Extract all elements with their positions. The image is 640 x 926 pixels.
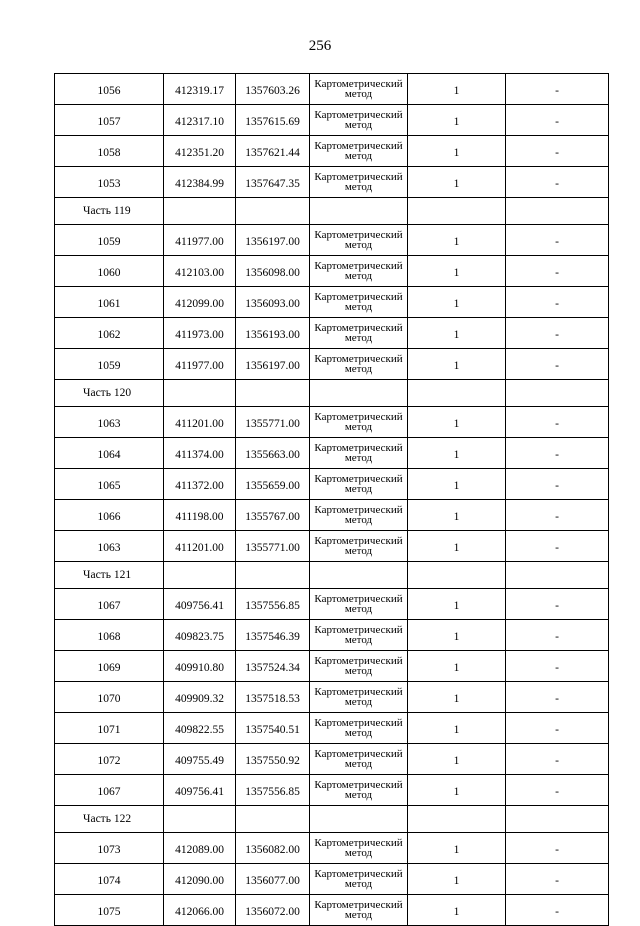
accuracy-cell: 1 xyxy=(408,167,506,198)
empty-cell xyxy=(310,198,408,225)
note-cell: - xyxy=(506,225,609,256)
point-id-cell: 1065 xyxy=(55,469,164,500)
point-id-cell: 1066 xyxy=(55,500,164,531)
empty-cell xyxy=(236,380,310,407)
method-cell: Картометрический метод xyxy=(310,620,408,651)
table-row xyxy=(55,318,609,349)
table-row xyxy=(55,500,609,531)
accuracy-cell: 1 xyxy=(408,105,506,136)
table-row xyxy=(55,833,609,864)
x-coordinate-cell: 409755.49 xyxy=(164,744,236,775)
accuracy-cell: 1 xyxy=(408,833,506,864)
accuracy-cell: 1 xyxy=(408,682,506,713)
part-label: Часть 122 xyxy=(55,806,164,833)
coordinates-table xyxy=(54,73,609,926)
accuracy-cell: 1 xyxy=(408,744,506,775)
note-cell: - xyxy=(506,744,609,775)
x-coordinate-cell: 412351.20 xyxy=(164,136,236,167)
accuracy-cell: 1 xyxy=(408,407,506,438)
method-cell: Картометрический метод xyxy=(310,651,408,682)
accuracy-cell: 1 xyxy=(408,531,506,562)
table-row xyxy=(55,287,609,318)
empty-cell xyxy=(408,198,506,225)
accuracy-cell: 1 xyxy=(408,651,506,682)
part-label: Часть 121 xyxy=(55,562,164,589)
method-cell: Картометрический метод xyxy=(310,589,408,620)
note-cell: - xyxy=(506,864,609,895)
y-coordinate-cell: 1355767.00 xyxy=(236,500,310,531)
y-coordinate-cell: 1357621.44 xyxy=(236,136,310,167)
table-row xyxy=(55,864,609,895)
note-cell: - xyxy=(506,531,609,562)
point-id-cell: 1070 xyxy=(55,682,164,713)
method-cell: Картометрический метод xyxy=(310,349,408,380)
method-cell: Картометрический метод xyxy=(310,287,408,318)
accuracy-cell: 1 xyxy=(408,287,506,318)
x-coordinate-cell: 412066.00 xyxy=(164,895,236,926)
x-coordinate-cell: 412317.10 xyxy=(164,105,236,136)
empty-cell xyxy=(164,198,236,225)
part-header-row xyxy=(55,562,609,589)
accuracy-cell: 1 xyxy=(408,438,506,469)
table-row xyxy=(55,895,609,926)
accuracy-cell: 1 xyxy=(408,349,506,380)
method-cell: Картометрический метод xyxy=(310,105,408,136)
y-coordinate-cell: 1355663.00 xyxy=(236,438,310,469)
x-coordinate-cell: 412384.99 xyxy=(164,167,236,198)
note-cell: - xyxy=(506,620,609,651)
y-coordinate-cell: 1357615.69 xyxy=(236,105,310,136)
y-coordinate-cell: 1357647.35 xyxy=(236,167,310,198)
y-coordinate-cell: 1356197.00 xyxy=(236,349,310,380)
x-coordinate-cell: 412103.00 xyxy=(164,256,236,287)
method-cell: Картометрический метод xyxy=(310,469,408,500)
x-coordinate-cell: 409910.80 xyxy=(164,651,236,682)
note-cell: - xyxy=(506,651,609,682)
point-id-cell: 1067 xyxy=(55,775,164,806)
note-cell: - xyxy=(506,136,609,167)
note-cell: - xyxy=(506,287,609,318)
empty-cell xyxy=(310,380,408,407)
accuracy-cell: 1 xyxy=(408,589,506,620)
point-id-cell: 1067 xyxy=(55,589,164,620)
y-coordinate-cell: 1356197.00 xyxy=(236,225,310,256)
empty-cell xyxy=(236,198,310,225)
note-cell: - xyxy=(506,74,609,105)
accuracy-cell: 1 xyxy=(408,256,506,287)
method-cell: Картометрический метод xyxy=(310,256,408,287)
accuracy-cell: 1 xyxy=(408,864,506,895)
empty-cell xyxy=(310,562,408,589)
method-cell: Картометрический метод xyxy=(310,74,408,105)
note-cell: - xyxy=(506,713,609,744)
method-cell: Картометрический метод xyxy=(310,407,408,438)
y-coordinate-cell: 1356082.00 xyxy=(236,833,310,864)
point-id-cell: 1074 xyxy=(55,864,164,895)
point-id-cell: 1075 xyxy=(55,895,164,926)
accuracy-cell: 1 xyxy=(408,225,506,256)
table-row xyxy=(55,167,609,198)
point-id-cell: 1068 xyxy=(55,620,164,651)
method-cell: Картометрический метод xyxy=(310,531,408,562)
y-coordinate-cell: 1356193.00 xyxy=(236,318,310,349)
empty-cell xyxy=(164,806,236,833)
note-cell: - xyxy=(506,318,609,349)
point-id-cell: 1060 xyxy=(55,256,164,287)
y-coordinate-cell: 1357603.26 xyxy=(236,74,310,105)
note-cell: - xyxy=(506,589,609,620)
y-coordinate-cell: 1357540.51 xyxy=(236,713,310,744)
accuracy-cell: 1 xyxy=(408,318,506,349)
empty-cell xyxy=(236,562,310,589)
table-row xyxy=(55,469,609,500)
point-id-cell: 1069 xyxy=(55,651,164,682)
page-number: 256 xyxy=(308,38,332,54)
note-cell: - xyxy=(506,469,609,500)
accuracy-cell: 1 xyxy=(408,136,506,167)
note-cell: - xyxy=(506,438,609,469)
x-coordinate-cell: 412090.00 xyxy=(164,864,236,895)
x-coordinate-cell: 412319.17 xyxy=(164,74,236,105)
table-row xyxy=(55,620,609,651)
point-id-cell: 1056 xyxy=(55,74,164,105)
method-cell: Картометрический метод xyxy=(310,833,408,864)
accuracy-cell: 1 xyxy=(408,620,506,651)
table-row xyxy=(55,775,609,806)
table-row xyxy=(55,136,609,167)
x-coordinate-cell: 409909.32 xyxy=(164,682,236,713)
method-cell: Картометрический метод xyxy=(310,136,408,167)
note-cell: - xyxy=(506,105,609,136)
x-coordinate-cell: 409756.41 xyxy=(164,589,236,620)
table-row xyxy=(55,74,609,105)
part-header-row xyxy=(55,198,609,225)
empty-cell xyxy=(408,380,506,407)
point-id-cell: 1063 xyxy=(55,407,164,438)
x-coordinate-cell: 411201.00 xyxy=(164,531,236,562)
x-coordinate-cell: 409823.75 xyxy=(164,620,236,651)
x-coordinate-cell: 411374.00 xyxy=(164,438,236,469)
table-row xyxy=(55,225,609,256)
note-cell: - xyxy=(506,407,609,438)
note-cell: - xyxy=(506,256,609,287)
part-label: Часть 119 xyxy=(55,198,164,225)
point-id-cell: 1059 xyxy=(55,225,164,256)
y-coordinate-cell: 1355659.00 xyxy=(236,469,310,500)
point-id-cell: 1061 xyxy=(55,287,164,318)
empty-cell xyxy=(506,562,609,589)
method-cell: Картометрический метод xyxy=(310,682,408,713)
note-cell: - xyxy=(506,500,609,531)
x-coordinate-cell: 412099.00 xyxy=(164,287,236,318)
y-coordinate-cell: 1356077.00 xyxy=(236,864,310,895)
method-cell: Картометрический метод xyxy=(310,864,408,895)
accuracy-cell: 1 xyxy=(408,74,506,105)
method-cell: Картометрический метод xyxy=(310,500,408,531)
note-cell: - xyxy=(506,349,609,380)
table-row xyxy=(55,105,609,136)
point-id-cell: 1059 xyxy=(55,349,164,380)
part-label: Часть 120 xyxy=(55,380,164,407)
point-id-cell: 1053 xyxy=(55,167,164,198)
accuracy-cell: 1 xyxy=(408,775,506,806)
empty-cell xyxy=(236,806,310,833)
table-row xyxy=(55,438,609,469)
point-id-cell: 1063 xyxy=(55,531,164,562)
x-coordinate-cell: 412089.00 xyxy=(164,833,236,864)
y-coordinate-cell: 1357546.39 xyxy=(236,620,310,651)
note-cell: - xyxy=(506,682,609,713)
x-coordinate-cell: 411977.00 xyxy=(164,225,236,256)
x-coordinate-cell: 409822.55 xyxy=(164,713,236,744)
y-coordinate-cell: 1355771.00 xyxy=(236,531,310,562)
method-cell: Картометрический метод xyxy=(310,167,408,198)
method-cell: Картометрический метод xyxy=(310,225,408,256)
accuracy-cell: 1 xyxy=(408,469,506,500)
x-coordinate-cell: 411372.00 xyxy=(164,469,236,500)
x-coordinate-cell: 411201.00 xyxy=(164,407,236,438)
y-coordinate-cell: 1357518.53 xyxy=(236,682,310,713)
x-coordinate-cell: 411977.00 xyxy=(164,349,236,380)
method-cell: Картометрический метод xyxy=(310,318,408,349)
point-id-cell: 1071 xyxy=(55,713,164,744)
empty-cell xyxy=(310,806,408,833)
y-coordinate-cell: 1356098.00 xyxy=(236,256,310,287)
table-row xyxy=(55,713,609,744)
table-row xyxy=(55,256,609,287)
accuracy-cell: 1 xyxy=(408,895,506,926)
empty-cell xyxy=(408,806,506,833)
empty-cell xyxy=(506,806,609,833)
part-header-row xyxy=(55,806,609,833)
point-id-cell: 1057 xyxy=(55,105,164,136)
point-id-cell: 1064 xyxy=(55,438,164,469)
table-row xyxy=(55,531,609,562)
empty-cell xyxy=(164,562,236,589)
note-cell: - xyxy=(506,895,609,926)
table-row xyxy=(55,349,609,380)
y-coordinate-cell: 1357550.92 xyxy=(236,744,310,775)
x-coordinate-cell: 411198.00 xyxy=(164,500,236,531)
method-cell: Картометрический метод xyxy=(310,713,408,744)
method-cell: Картометрический метод xyxy=(310,775,408,806)
note-cell: - xyxy=(506,833,609,864)
point-id-cell: 1058 xyxy=(55,136,164,167)
method-cell: Картометрический метод xyxy=(310,895,408,926)
y-coordinate-cell: 1357524.34 xyxy=(236,651,310,682)
y-coordinate-cell: 1357556.85 xyxy=(236,775,310,806)
y-coordinate-cell: 1355771.00 xyxy=(236,407,310,438)
table-row xyxy=(55,407,609,438)
y-coordinate-cell: 1357556.85 xyxy=(236,589,310,620)
coordinates-table-body xyxy=(55,74,609,926)
part-header-row xyxy=(55,380,609,407)
point-id-cell: 1062 xyxy=(55,318,164,349)
point-id-cell: 1073 xyxy=(55,833,164,864)
accuracy-cell: 1 xyxy=(408,500,506,531)
table-row xyxy=(55,589,609,620)
table-row xyxy=(55,744,609,775)
empty-cell xyxy=(408,562,506,589)
table-row xyxy=(55,651,609,682)
empty-cell xyxy=(506,198,609,225)
x-coordinate-cell: 411973.00 xyxy=(164,318,236,349)
method-cell: Картометрический метод xyxy=(310,438,408,469)
empty-cell xyxy=(164,380,236,407)
y-coordinate-cell: 1356093.00 xyxy=(236,287,310,318)
empty-cell xyxy=(506,380,609,407)
method-cell: Картометрический метод xyxy=(310,744,408,775)
note-cell: - xyxy=(506,167,609,198)
note-cell: - xyxy=(506,775,609,806)
y-coordinate-cell: 1356072.00 xyxy=(236,895,310,926)
accuracy-cell: 1 xyxy=(408,713,506,744)
point-id-cell: 1072 xyxy=(55,744,164,775)
table-row xyxy=(55,682,609,713)
x-coordinate-cell: 409756.41 xyxy=(164,775,236,806)
